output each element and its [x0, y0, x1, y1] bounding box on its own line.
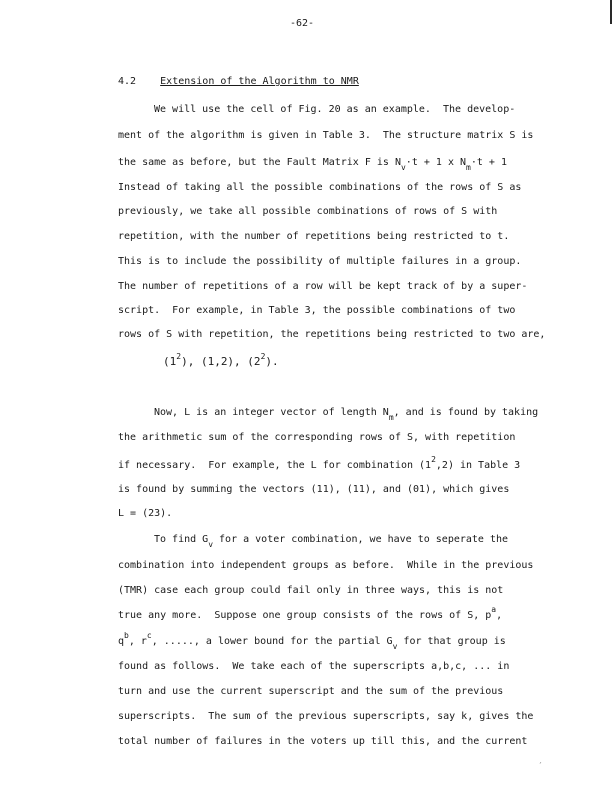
subscript: v	[400, 163, 406, 172]
page-number: -62-	[290, 18, 315, 29]
text-line: true any more. Suppose one group consists of the rows of S, $p^a$,	[118, 605, 503, 621]
text-line: combination into independent groups as before. While in the previous	[118, 560, 534, 571]
subscript: m	[466, 163, 471, 172]
text-line: We will use the cell of Fig. 20 as an example. The develop-	[154, 104, 516, 115]
superscript: a	[491, 605, 497, 614]
superscript: 2	[431, 455, 436, 464]
text-line: total number of failures in the voters up till this, and the current	[118, 736, 528, 747]
text-line: repetition, with the number of repetitions being restricted to t.	[118, 231, 510, 242]
combination-example: $(1^2)$, (1,2), $(2^2)$.	[163, 352, 279, 368]
text-line: $q^b$, $r^c$, ....., a lower bound for the partial $G_v$ for that group is	[118, 631, 506, 651]
text-line: turn and use the current superscript and the sum of the previous	[118, 686, 504, 697]
subscript: m	[388, 413, 394, 422]
text-line: script. For example, in Table 3, the possible combinations of two	[118, 305, 516, 316]
subscript: v	[392, 642, 398, 651]
text-line: Now, L is an integer vector of length $N_m$, and is found by taking	[154, 407, 539, 422]
text-line: This is to include the possibility of multiple failures in a group.	[118, 256, 522, 267]
section-title: Extension of the Algorithm to NMR	[160, 76, 359, 87]
text-line: the arithmetic sum of the corresponding rows of S, with repetition	[118, 432, 516, 443]
text-line: rows of S with repetition, the repetitions being restricted to two are,	[118, 329, 546, 340]
text-line: found as follows. We take each of the superscripts a,b,c, ... in	[118, 661, 510, 672]
superscript: 2	[260, 352, 266, 361]
text-line: the same as before, but the Fault Matrix F is $N_v\cdot t + 1$ x $N_m\cdot t + 1$	[118, 157, 507, 172]
text-line: Instead of taking all the possible combinations of the rows of S as	[118, 182, 522, 193]
text-line: L = (23).	[118, 508, 173, 519]
subscript: v	[208, 540, 214, 549]
superscript: 2	[176, 352, 182, 361]
superscript: c	[146, 631, 152, 640]
superscript: b	[124, 631, 129, 640]
text-line: superscripts. The sum of the previous superscripts, say k, gives the	[118, 711, 534, 722]
text-line: (TMR) case each group could fail only in three ways, this is not	[118, 585, 504, 596]
section-heading	[118, 76, 359, 88]
scan-speck: ´	[538, 762, 543, 770]
text-line: To find $G_v$ for a voter combination, we have to seperate the	[154, 534, 509, 549]
text-line: is found by summing the vectors (11), (11), and (01), which gives	[118, 484, 510, 495]
text-line: previously, we take all possible combinations of rows of S with	[118, 206, 498, 217]
text-line: The number of repetitions of a row will be kept track of by a super-	[118, 281, 528, 292]
text-line: if necessary. For example, the L for combination $(1^2,2)$ in Table 3	[118, 455, 521, 471]
section-number: 4.2	[118, 76, 137, 87]
text-line: ment of the algorithm is given in Table 3. The structure matrix S is	[118, 130, 534, 141]
